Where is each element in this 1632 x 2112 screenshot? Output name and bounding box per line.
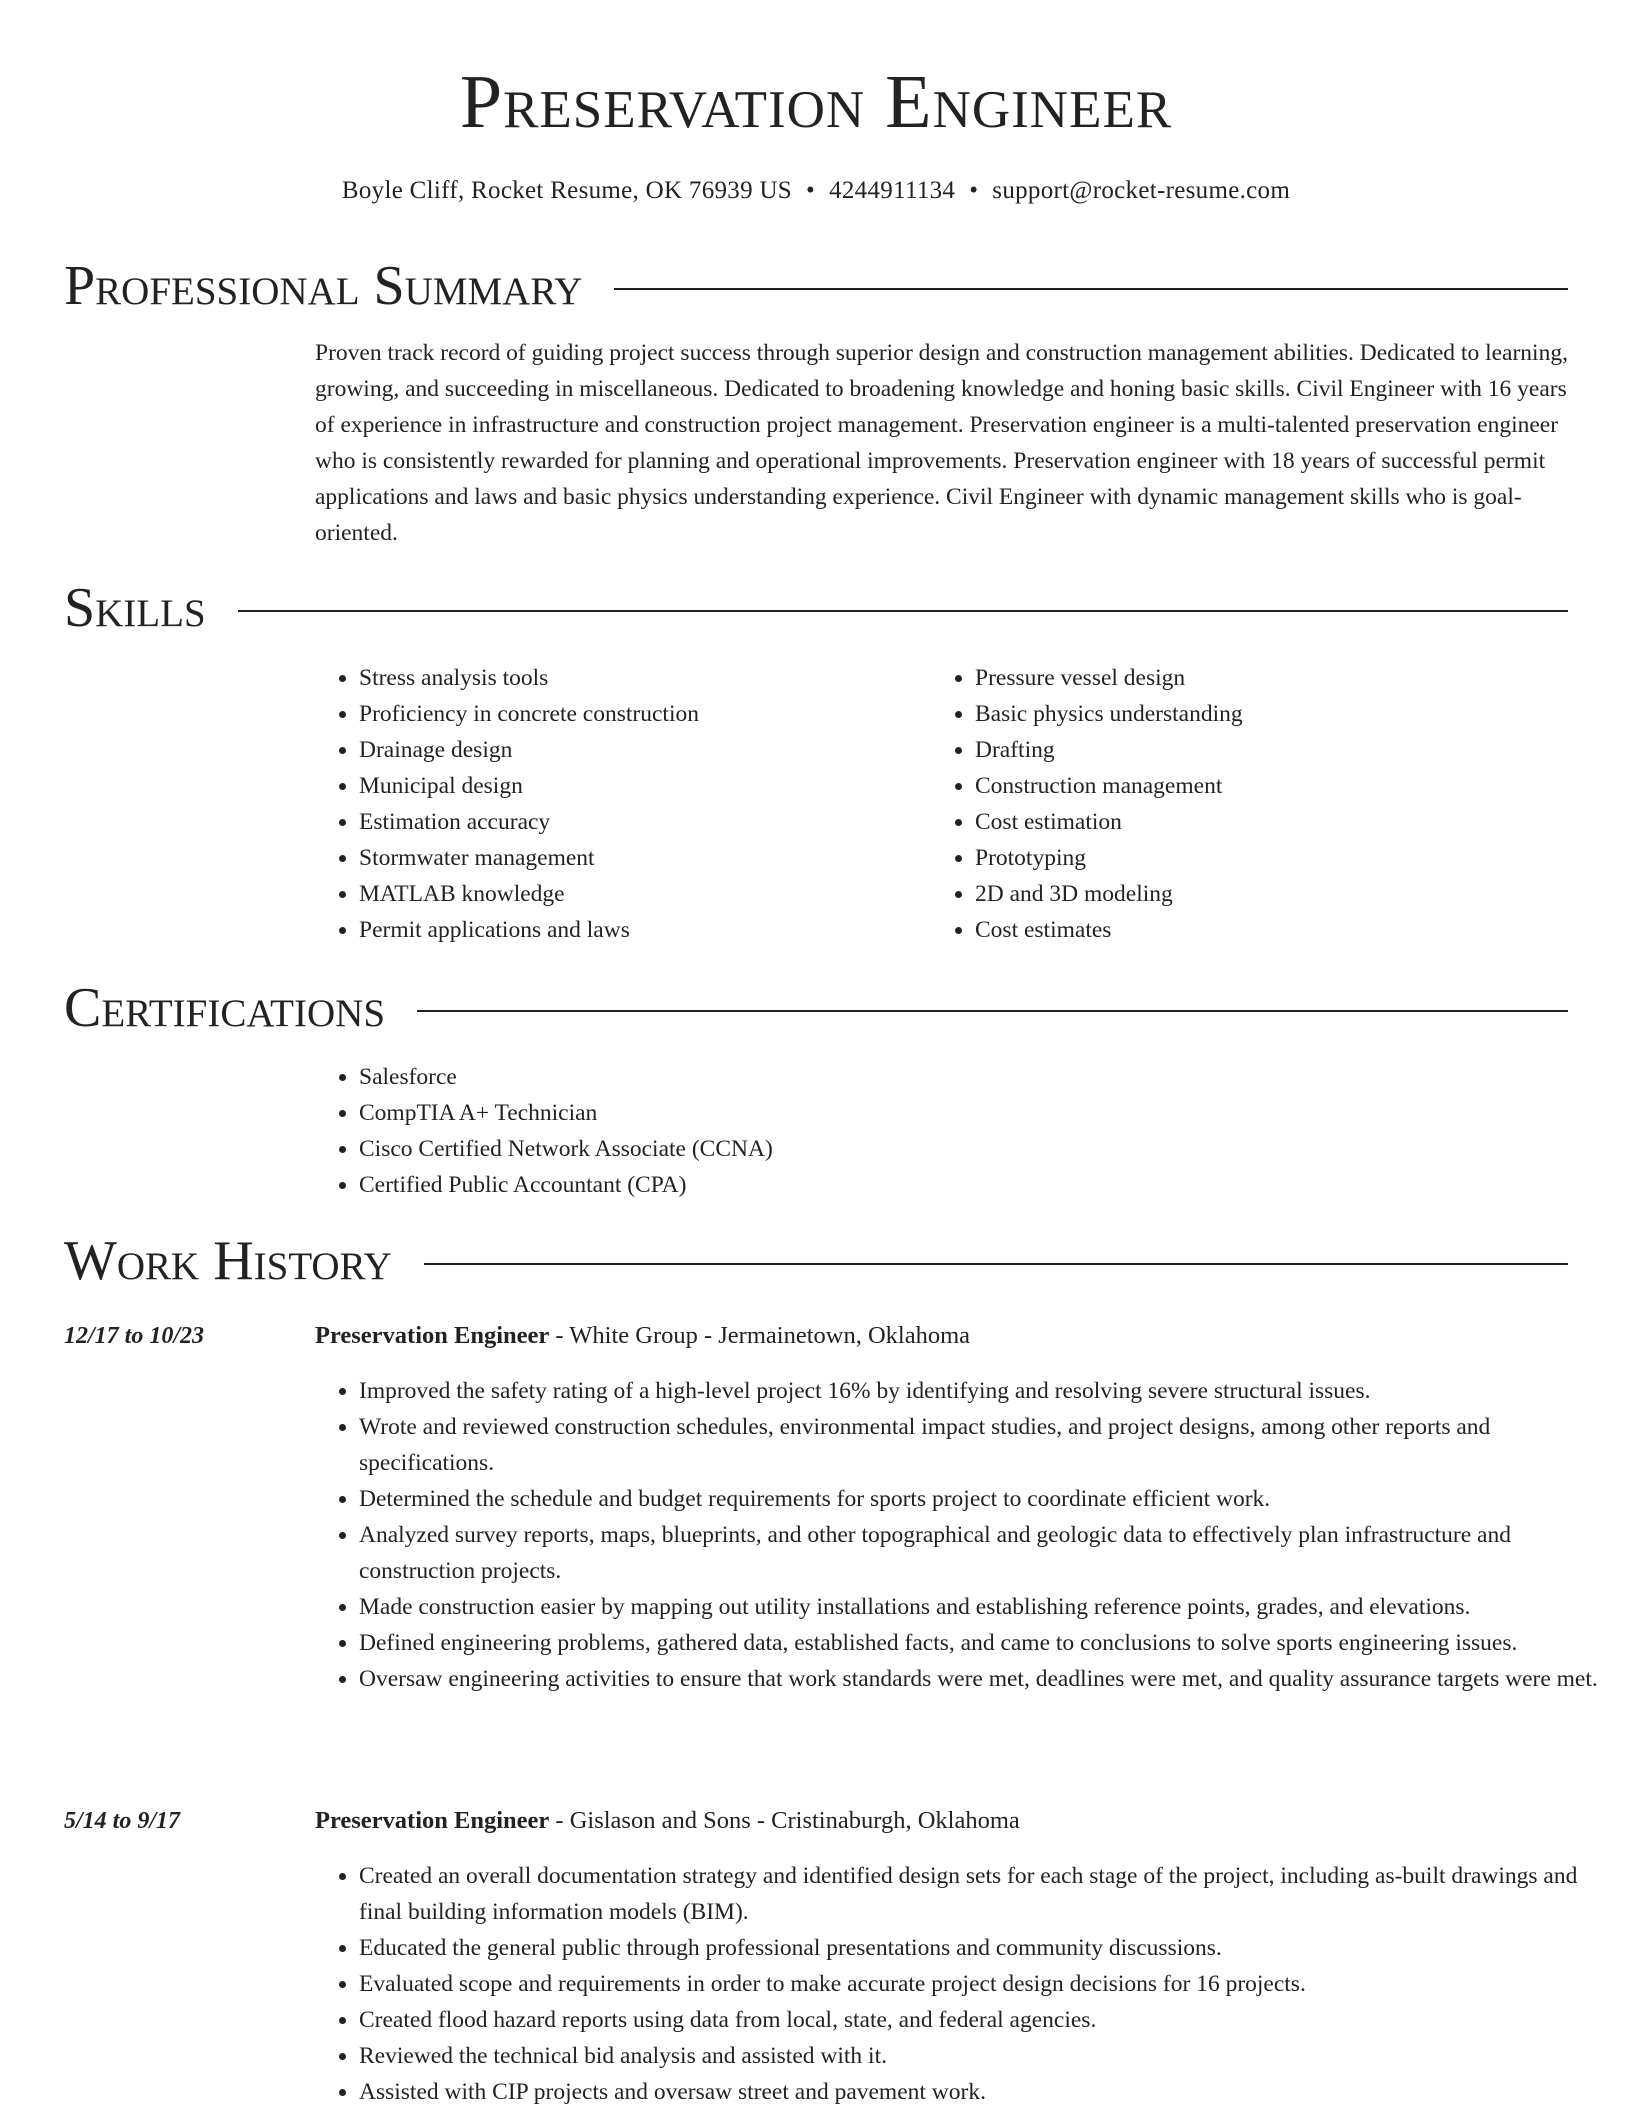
job-details: - Gislason and Sons - Cristinaburgh, Oklahoma [549,1807,1020,1834]
job-details: - White Group - Jermainetown, Oklahoma [549,1322,970,1349]
certification-item: • Cisco Certified Network Associate (CCNA) [359,1131,1159,1167]
section-divider [424,1263,1568,1265]
skill-item: • Construction management [975,768,1575,804]
section-divider [417,1010,1568,1012]
skill-item: • Basic physics understanding [975,696,1575,732]
job-bullet: • Evaluated scope and requirements in order to make accurate project design decisions for 16 projects. [359,1966,1617,2002]
contact-separator: • [806,177,816,204]
job-bullet: • Defined engineering problems, gathered data, established facts, and came to conclusions to solve sports engineering issues. [359,1625,1617,1661]
job-bullets [315,1373,1617,1697]
summary-text: Proven track record of guiding project success through superior design and construction management abilities. Dedicated to learning, growing, and succeeding in miscellaneous. Dedicated to broadening knowledge and honing basic skills. Civil Engineer with 16 years of experience in infrastructure and construction project management. Preservation engineer is a multi-talented preservation engineer who is consistently rewarded for planning and operational improvements. Preservation engineer with 18 years of successful permit applications and laws and basic physics understanding experience. Civil Engineer with dynamic management skills who is goal-oriented. [315,340,1568,546]
job-dates: 5/14 to 9/17 [64,1808,181,1834]
job-bullet: • Made construction easier by mapping out utility installations and establishing reference points, grades, and elevations. [359,1589,1617,1625]
job-bullet: • Analyzed survey reports, maps, blueprints, and other topographical and geologic data to effectively plan infrastructure and construction projects. [359,1517,1617,1589]
skill-item: • Pressure vessel design [975,660,1575,696]
job-bullet: • Oversaw engineering activities to ensure that work standards were met, deadlines were met, and quality assurance targets were met. [359,1661,1617,1697]
job-bullet: • Assisted with CIP projects and oversaw street and pavement work. [359,2074,1617,2110]
job-heading [315,1806,1020,1836]
skill-item: • MATLAB knowledge [359,876,919,912]
work-section-header [64,1231,1568,1291]
skill-item: • Stress analysis tools [359,660,919,696]
contact-separator: • [969,177,979,204]
skills-list-right [931,660,1575,948]
skills-list-left [315,660,919,948]
section-divider [614,288,1568,290]
skill-item: • Drafting [975,732,1575,768]
job-bullet: • Reviewed the technical bid analysis and assisted with it. [359,2038,1617,2074]
job-bullet: • Determined the schedule and budget requirements for sports project to coordinate efficient work. [359,1481,1617,1517]
skill-item: • Drainage design [359,732,919,768]
section-divider [238,610,1568,612]
job-title: Preservation Engineer [315,1807,550,1834]
contact-line [0,176,1632,206]
skill-item: • Cost estimation [975,804,1575,840]
contact-address: Boyle Cliff, Rocket Resume, OK 76939 US [341,177,793,204]
skills-heading: Skills [64,577,206,639]
certifications-list [315,1059,1159,1203]
skill-item: • Cost estimates [975,912,1575,948]
job-dates: 12/17 to 10/23 [64,1323,205,1349]
summary-section-header [64,256,1568,316]
certification-item: • CompTIA A+ Technician [359,1095,1159,1131]
job-heading [315,1321,970,1351]
certifications-section-header [64,978,1568,1038]
certifications-heading: Certifications [64,977,386,1039]
job-bullets [315,1858,1617,2110]
work-heading: Work History [64,1230,392,1292]
job-bullet: • Wrote and reviewed construction schedules, environmental impact studies, and project designs, among other reports and specifications. [359,1409,1617,1481]
job-bullet: • Created flood hazard reports using data from local, state, and federal agencies. [359,2002,1617,2038]
skills-section-header [64,578,1568,638]
resume-title: Preservation Engineer [459,60,1173,144]
job-bullet: • Educated the general public through professional presentations and community discussions. [359,1930,1617,1966]
job-bullet: • Created an overall documentation strategy and identified design sets for each stage of the project, including as-built drawings and final building information models (BIM). [359,1858,1617,1930]
contact-phone: 4244911134 [829,177,956,204]
skill-item: • Municipal design [359,768,919,804]
skill-item: • Prototyping [975,840,1575,876]
summary-heading: Professional Summary [64,255,583,317]
skill-item: • Stormwater management [359,840,919,876]
contact-email[interactable]: support@rocket-resume.com [992,177,1291,204]
skill-item: • Permit applications and laws [359,912,919,948]
certification-item: • Certified Public Accountant (CPA) [359,1167,1159,1203]
job-bullet: • Improved the safety rating of a high-level project 16% by identifying and resolving severe structural issues. [359,1373,1617,1409]
job-title: Preservation Engineer [315,1322,550,1349]
skill-item: • Proficiency in concrete construction [359,696,919,732]
skill-item: • Estimation accuracy [359,804,919,840]
skill-item: • 2D and 3D modeling [975,876,1575,912]
certification-item: • Salesforce [359,1059,1159,1095]
